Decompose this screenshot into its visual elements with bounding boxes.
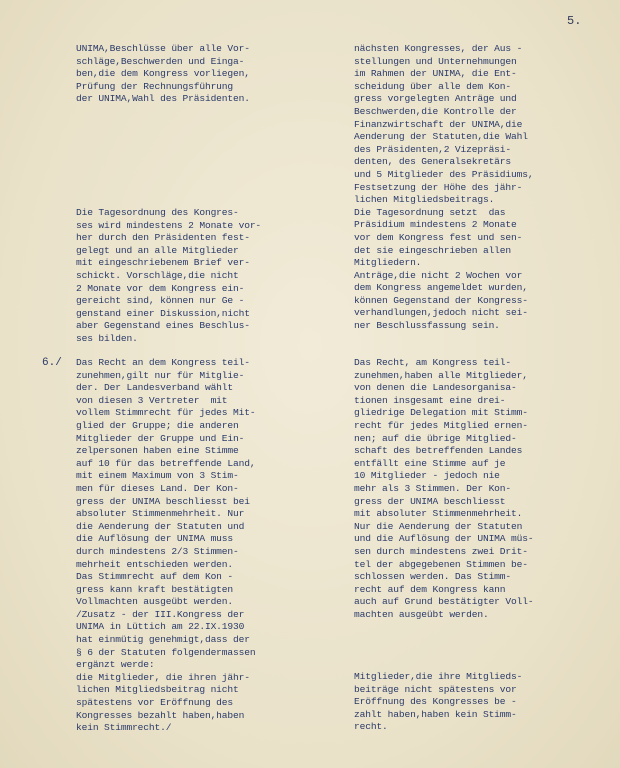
text-line: durch mindestens 2/3 Stimmen- [76, 545, 239, 557]
text-line: von diesen 3 Vertreter mit [76, 394, 228, 406]
text-line: schaft des betreffenden Landes [354, 445, 523, 457]
text-line: die Mitglieder, die ihren jähr- [76, 671, 250, 683]
text-line: und 5 Mitglieder des Präsidiums, [354, 168, 534, 180]
text-line: ner Beschlussfassung sein. [354, 320, 500, 332]
text-line: gelegt und an alle Mitglieder [76, 244, 239, 256]
text-line: ben,die dem Kongress vorliegen, [76, 68, 250, 80]
text-line: Festsetzung der Höhe des jähr- [354, 181, 523, 193]
text-line: auch auf Grund bestätigter Voll- [354, 596, 534, 608]
text-line: nen; auf die übrige Mitglied- [354, 432, 517, 444]
text-line: ses bilden. [76, 332, 138, 344]
text-line: gress der UNIMA beschliesst bei [76, 495, 250, 507]
text-line: mit eingeschriebenem Brief ver- [76, 257, 250, 269]
text-line: aber Gegenstand eines Beschlus- [76, 320, 250, 332]
text-line: schickt. Vorschläge,die nicht [76, 269, 239, 281]
text-line: gress kann kraft bestätigten [76, 583, 234, 595]
text-line: UNIMA,Beschlüsse über alle Vor- [76, 43, 250, 54]
text-line: absoluter Stimmenmehrheit. Nur [76, 508, 245, 520]
text-line: Beschwerden,die Kontrolle der [354, 105, 517, 117]
text-line: genstand einer Diskussion,nicht [76, 307, 250, 319]
text-line: zelpersonen haben eine Stimme [76, 445, 239, 457]
text-line: mehr als 3 Stimmen. Der Kon- [354, 482, 512, 494]
text-line: mit absoluter Stimmenmehrheit. [354, 508, 523, 520]
text-line: Die Tagesordnung setzt das [354, 206, 506, 218]
text-line: schlossen werden. Das Stimm- [354, 571, 512, 583]
text-line: zunehmen,haben alle Mitglieder, [354, 369, 528, 381]
text-line: die Auflösung der UNIMA muss [76, 533, 234, 545]
text-line: dem Kongress angemeldet wurden, [354, 282, 528, 294]
text-line: des Präsidenten,2 Vizepräsi- [354, 143, 512, 155]
text-line: Finanzwirtschaft der UNIMA,die [354, 118, 523, 130]
text-line: Mitglieder,die ihre Mitglieds- [354, 671, 523, 682]
text-line: recht für jedes Mitglied ernen- [354, 419, 528, 431]
text-line: spätestens vor Eröffnung des [76, 697, 234, 709]
text-line: und die Auflösung der UNIMA müs- [354, 533, 534, 545]
text-line: mehrheit entschieden werden. [76, 558, 234, 570]
text-line: 2 Monate vor dem Kongress ein- [76, 282, 245, 294]
text-line: schläge,Beschwerden und Einga- [76, 55, 245, 67]
text-line: UNIMA in Lüttich am 22.IX.1930 [76, 621, 245, 633]
text-line: nächsten Kongresses, der Aus - [354, 43, 523, 54]
text-line: Eröffnung des Kongresses be - [354, 696, 517, 708]
text-line: können Gegenstand der Kongress- [354, 294, 528, 306]
right-paragraph-3 [354, 671, 522, 734]
text-line: mit einem Maximum von 3 Stim- [76, 470, 239, 482]
text-line: der. Der Landesverband wählt [76, 382, 234, 394]
text-line: glied der Gruppe; die anderen [76, 419, 239, 431]
text-line: tionen insgesamt eine drei- [354, 394, 506, 406]
text-line: ergänzt werde: [76, 659, 155, 671]
text-line: Das Recht an dem Kongress teil- [76, 357, 250, 368]
text-line: /Zusatz - der III.Kongress der [76, 608, 245, 620]
text-line: Kongresses bezahlt haben,haben [76, 709, 245, 721]
left-paragraph-3 [76, 357, 255, 735]
text-line: recht auf dem Kongress kann [354, 583, 506, 595]
text-line: det sie eingeschrieben allen [354, 244, 512, 256]
text-line: beiträge nicht spätestens vor [354, 683, 517, 695]
text-line: Aenderung der Statuten,die Wahl [354, 131, 528, 143]
text-line: ses wird mindestens 2 Monate vor- [76, 219, 262, 231]
left-paragraph-1 [76, 43, 250, 106]
text-line: Mitglieder der Gruppe und Ein- [76, 432, 245, 444]
text-line: men für dieses Land. Der Kon- [76, 482, 239, 494]
text-line: gress der UNIMA beschliesst [354, 495, 506, 507]
text-line: scheidung über alle dem Kon- [354, 80, 512, 92]
text-line: Präsidium mindestens 2 Monate [354, 219, 517, 231]
text-line: sen durch mindestens zwei Drit- [354, 545, 528, 557]
text-line: Vollmachten ausgeübt werden. [76, 596, 234, 608]
left-paragraph-2 [76, 207, 261, 346]
text-line: lichen Mitgliedsbeitrags. [354, 194, 495, 206]
text-line: der UNIMA,Wahl des Präsidenten. [76, 93, 250, 105]
text-line: denten, des Generalsekretärs [354, 156, 512, 168]
text-line: hat einmütig genehmigt,dass der [76, 634, 250, 646]
text-line: vollem Stimmrecht für jedes Mit- [76, 407, 256, 419]
text-line: Das Stimmrecht auf dem Kon - [76, 571, 234, 583]
text-line: zahlt haben,haben kein Stimm- [354, 708, 517, 720]
text-line: die Aenderung der Statuten und [76, 520, 245, 532]
text-line: auf 10 für das betreffende Land, [76, 457, 256, 469]
text-line: verhandlungen,jedoch nicht sei- [354, 307, 528, 319]
text-line: Mitgliedern. [354, 257, 422, 269]
text-line: vor dem Kongress fest und sen- [354, 231, 523, 243]
text-line: machten ausgeübt werden. [354, 608, 489, 620]
text-line: Prüfung der Rechnungsführung [76, 80, 234, 92]
right-paragraph-2 [354, 357, 533, 621]
right-paragraph-1 [354, 43, 533, 333]
text-line: im Rahmen der UNIMA, die Ent- [354, 68, 517, 80]
section-marker: 6./ [42, 357, 62, 369]
text-line: kein Stimmrecht./ [76, 722, 172, 734]
text-line: § 6 der Statuten folgendermassen [76, 646, 256, 658]
text-line: Nur die Aenderung der Statuten [354, 520, 523, 532]
text-line: lichen Mitgliedsbeitrag nicht [76, 684, 239, 696]
page-number: 5. [567, 14, 582, 28]
text-line: 10 Mitglieder - jedoch nie [354, 470, 500, 482]
text-line: Anträge,die nicht 2 Wochen vor [354, 269, 523, 281]
text-line: tel der abgegebenen Stimmen be- [354, 558, 528, 570]
text-line: von denen die Landesorganisa- [354, 382, 517, 394]
text-line: gress vorgelegten Anträge und [354, 93, 517, 105]
text-line: entfällt eine Stimme auf je [354, 457, 506, 469]
text-line: recht. [354, 721, 388, 733]
text-line: Das Recht, am Kongress teil- [354, 357, 512, 368]
text-line: her durch den Präsidenten fest- [76, 232, 250, 244]
text-line: zunehmen,gilt nur für Mitglie- [76, 369, 245, 381]
text-line: gliedrige Delegation mit Stimm- [354, 407, 528, 419]
text-line: Die Tagesordnung des Kongres- [76, 207, 239, 218]
text-line: stellungen und Unternehmungen [354, 55, 517, 67]
text-line: gereicht sind, können nur Ge - [76, 295, 245, 307]
